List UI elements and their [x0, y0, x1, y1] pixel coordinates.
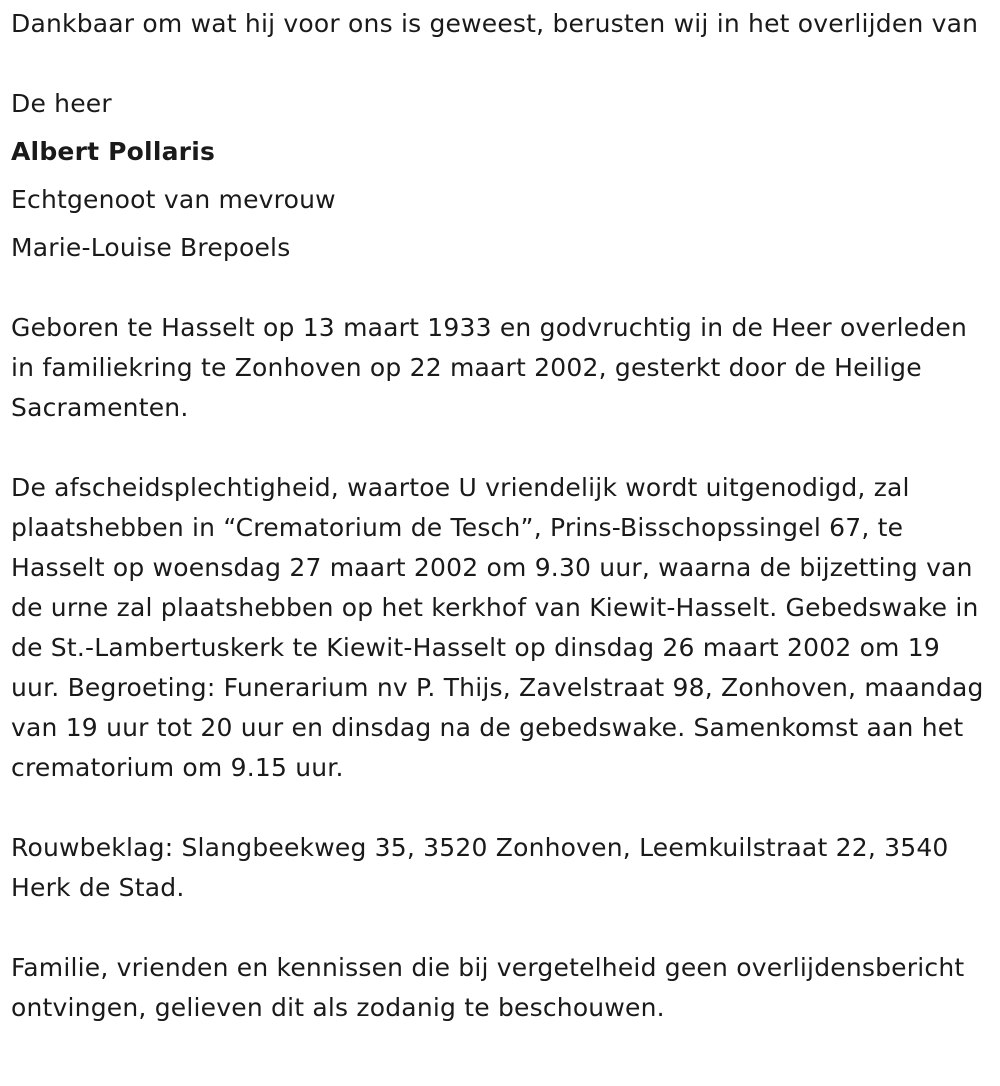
ceremony-paragraph: De afscheidsplechtigheid, waartoe U vriendelijk wordt uitgenodigd, zal plaatshebben in “Crematorium de Tesch”, Prins-Bisschopssingel 67, te Hasselt op woensdag 27 maart 2002 om 9.30 uur, waarna de bijzetting van de urne zal plaatshebben op het kerkhof van Kiewit-Hasselt. Gebedswake in de St.-Lambertuskerk te Kiewit-Hasselt op dinsdag 26 maart 2002 om 19 uur. Begroeting: Funerarium nv P. Thijs, Zavelstraat 98, Zonhoven, maandag van 19 uur tot 20 uur en dinsdag na de gebedswake. Samenkomst aan het crematorium om 9.15 uur. — [11, 473, 984, 782]
spacer — [11, 272, 986, 308]
spacer — [11, 788, 986, 828]
spouse-name: Marie-Louise Brepoels — [11, 233, 291, 262]
spacer — [11, 44, 986, 84]
intro-paragraph: Dankbaar om wat hij voor ons is geweest, berusten wij in het overlijden van — [11, 9, 979, 38]
birth-death-paragraph: Geboren te Hasselt op 13 maart 1933 en godvruchtig in de Heer overleden in familiekring te Zonhoven op 22 maart 2002, gesterkt door de Heilige Sacramenten. — [11, 313, 968, 422]
salutation: De heer — [11, 89, 112, 118]
deceased-block — [11, 80, 986, 272]
obituary-document — [11, 4, 986, 1028]
spacer — [11, 908, 986, 948]
deceased-name: Albert Pollaris — [11, 137, 216, 166]
spacer — [11, 428, 986, 468]
closing-paragraph: Familie, vrienden en kennissen die bij vergetelheid geen overlijdensbericht ontvingen, gelieven dit als zodanig te beschouwen. — [11, 953, 965, 1022]
mourning-address-paragraph: Rouwbeklag: Slangbeekweg 35, 3520 Zonhoven, Leemkuilstraat 22, 3540 Herk de Stad. — [11, 833, 949, 902]
spouse-label: Echtgenoot van mevrouw — [11, 185, 336, 214]
